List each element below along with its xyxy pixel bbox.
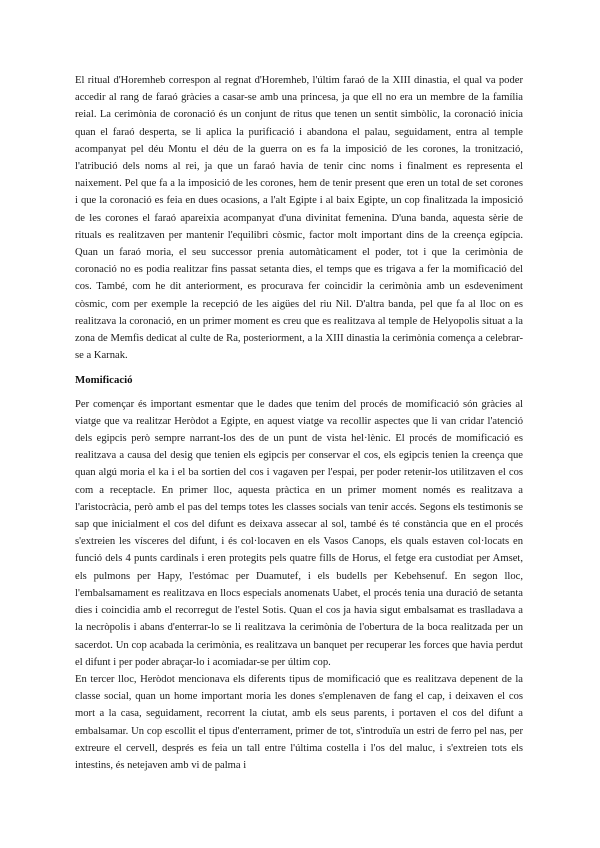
paragraph-momificacio-intro: Per començar és important esmentar que le dades que tenim del procés de momificació són gràcies al viatge que va realitzar Heròdot a Egipte, en aquest viatge va recollir aspectes que li van cridar l'atenció dels egipcis però sempre narrant-los des de un punt de vista hel·lènic. El procés de momificació es realitzava a causa del desig que tenien els egipcis per conservar el cos, els egipcis tenien la creença que quan algú moria el ka i el ba sortien del cos i vagaven per l'espai, per poder retenir-los utilitzaven el cos com a receptacle. En primer lloc, aquesta pràctica en un primer moment només es realitzava a l'aristocràcia, però amb el pas del temps totes les classes socials van tenir accés. Segons els testimonis se sap que inicialment el cos del difunt es deixava assecar al sol, també és té constància que en el procés s'extreien les vísceres del difunt, i és col·locaven en els Vasos Canops, els quals estaven col·locats en funció dels 4 punts cardinals i eren protegits pels quatre fills de Horus, el fetge era custodiat per Amset, els pulmons per Hapy, l'estómac per Duamutef, i els budells per Kebehsenuf. En segon lloc, l'embalsamament es realitzava en llocs especials anomenats Uabet, el procés tenia una duració de setanta dies i coincidia amb el recorregut de l'estel Sotis. Quan el cos ja havia sigut embalsamat es traslladava a la necròpolis i abans d'enterrar-lo se li realitzava la cerimònia de l'obertura de la boca realitzada per un sacerdot. Un cop acabada la cerimònia, es realitzava un banquet per recuperar les forces que havia perdut el difunt i per poder abraçar-lo i acomiadar-se per últim cop. <box>75 398 523 668</box>
paragraph-momificacio-types: En tercer lloc, Heròdot mencionava els diferents tipus de momificació que es realitzava depenent de la classe social, quan un home important moria les dones s'emplenaven de fang el cap, i deixaven el cos mort a la casa, seguidament, recorrent la ciutat, amb els seus parents, i portaven el cos del difunt a embalsamar. Un cop escollit el tipus d'enterrament, primer de tot, s'introduïa un estri de ferro pel nas, per extreure el cervell, després es feia un tall entre l'última costella i l'os del maluc, i s'extreien tots els intestins, és netejaven amb vi de palma i <box>75 673 523 771</box>
section-heading-momificacio: Momificació <box>75 374 133 387</box>
document-page <box>75 72 523 774</box>
paragraph-horemheb-ritual: El ritual d'Horemheb correspon al regnat d'Horemheb, l'últim faraó de la XIII dinastia, el qual va poder accedir al rang de faraó gràcies a casar-se amb una princesa, ja que ell no era un membre de la família reial. La cerimònia de coronació és un conjunt de ritus que tenen un sentit simbòlic, la coronació inicia quan el faraó desperta, se li aplica la purificació i abandona el palau, seguidament, entra al temple acompanyat pel déu Montu el déu de la guerra on es fa la imposició de les corones, la tronització, l'atribució dels noms al rei, ja que un faraó havia de tenir cinc noms i finalment es representa el naixement. Pel que fa a la imposició de les corones, hem de tenir present que eren un total de set corones i que la coronació es feia en dues ocasions, a l'alt Egipte i al baix Egipte, un cop finalitzada la imposició de les corones el faraó apareixia acompanyat d'una divinitat femenina. D'una banda, aquesta sèrie de rituals es realitzaven per mantenir l'equilibri còsmic, factor molt important dins de la creença egípcia. Quan un faraó moria, el seu successor prenia automàticament el poder, tot i que la cerimònia de coronació no es podia realitzar fins passat setanta dies, el temps que es trigava a fer la momificació del cos. També, com he dit anteriorment, es procurava fer coincidir la cerimònia amb un esdeveniment còsmic, com per exemple la recepció de les aigües del riu Nil. D'altra banda, pel que fa al lloc on es realitzava la coronació, en un primer moment es creu que es realitzava al temple de Helyopolis situat a la zona de Memfis dedicat al culte de Ra, posteriorment, a la XIII dinastia la cerimònia comença a celebrar-se a Karnak. <box>75 75 523 362</box>
